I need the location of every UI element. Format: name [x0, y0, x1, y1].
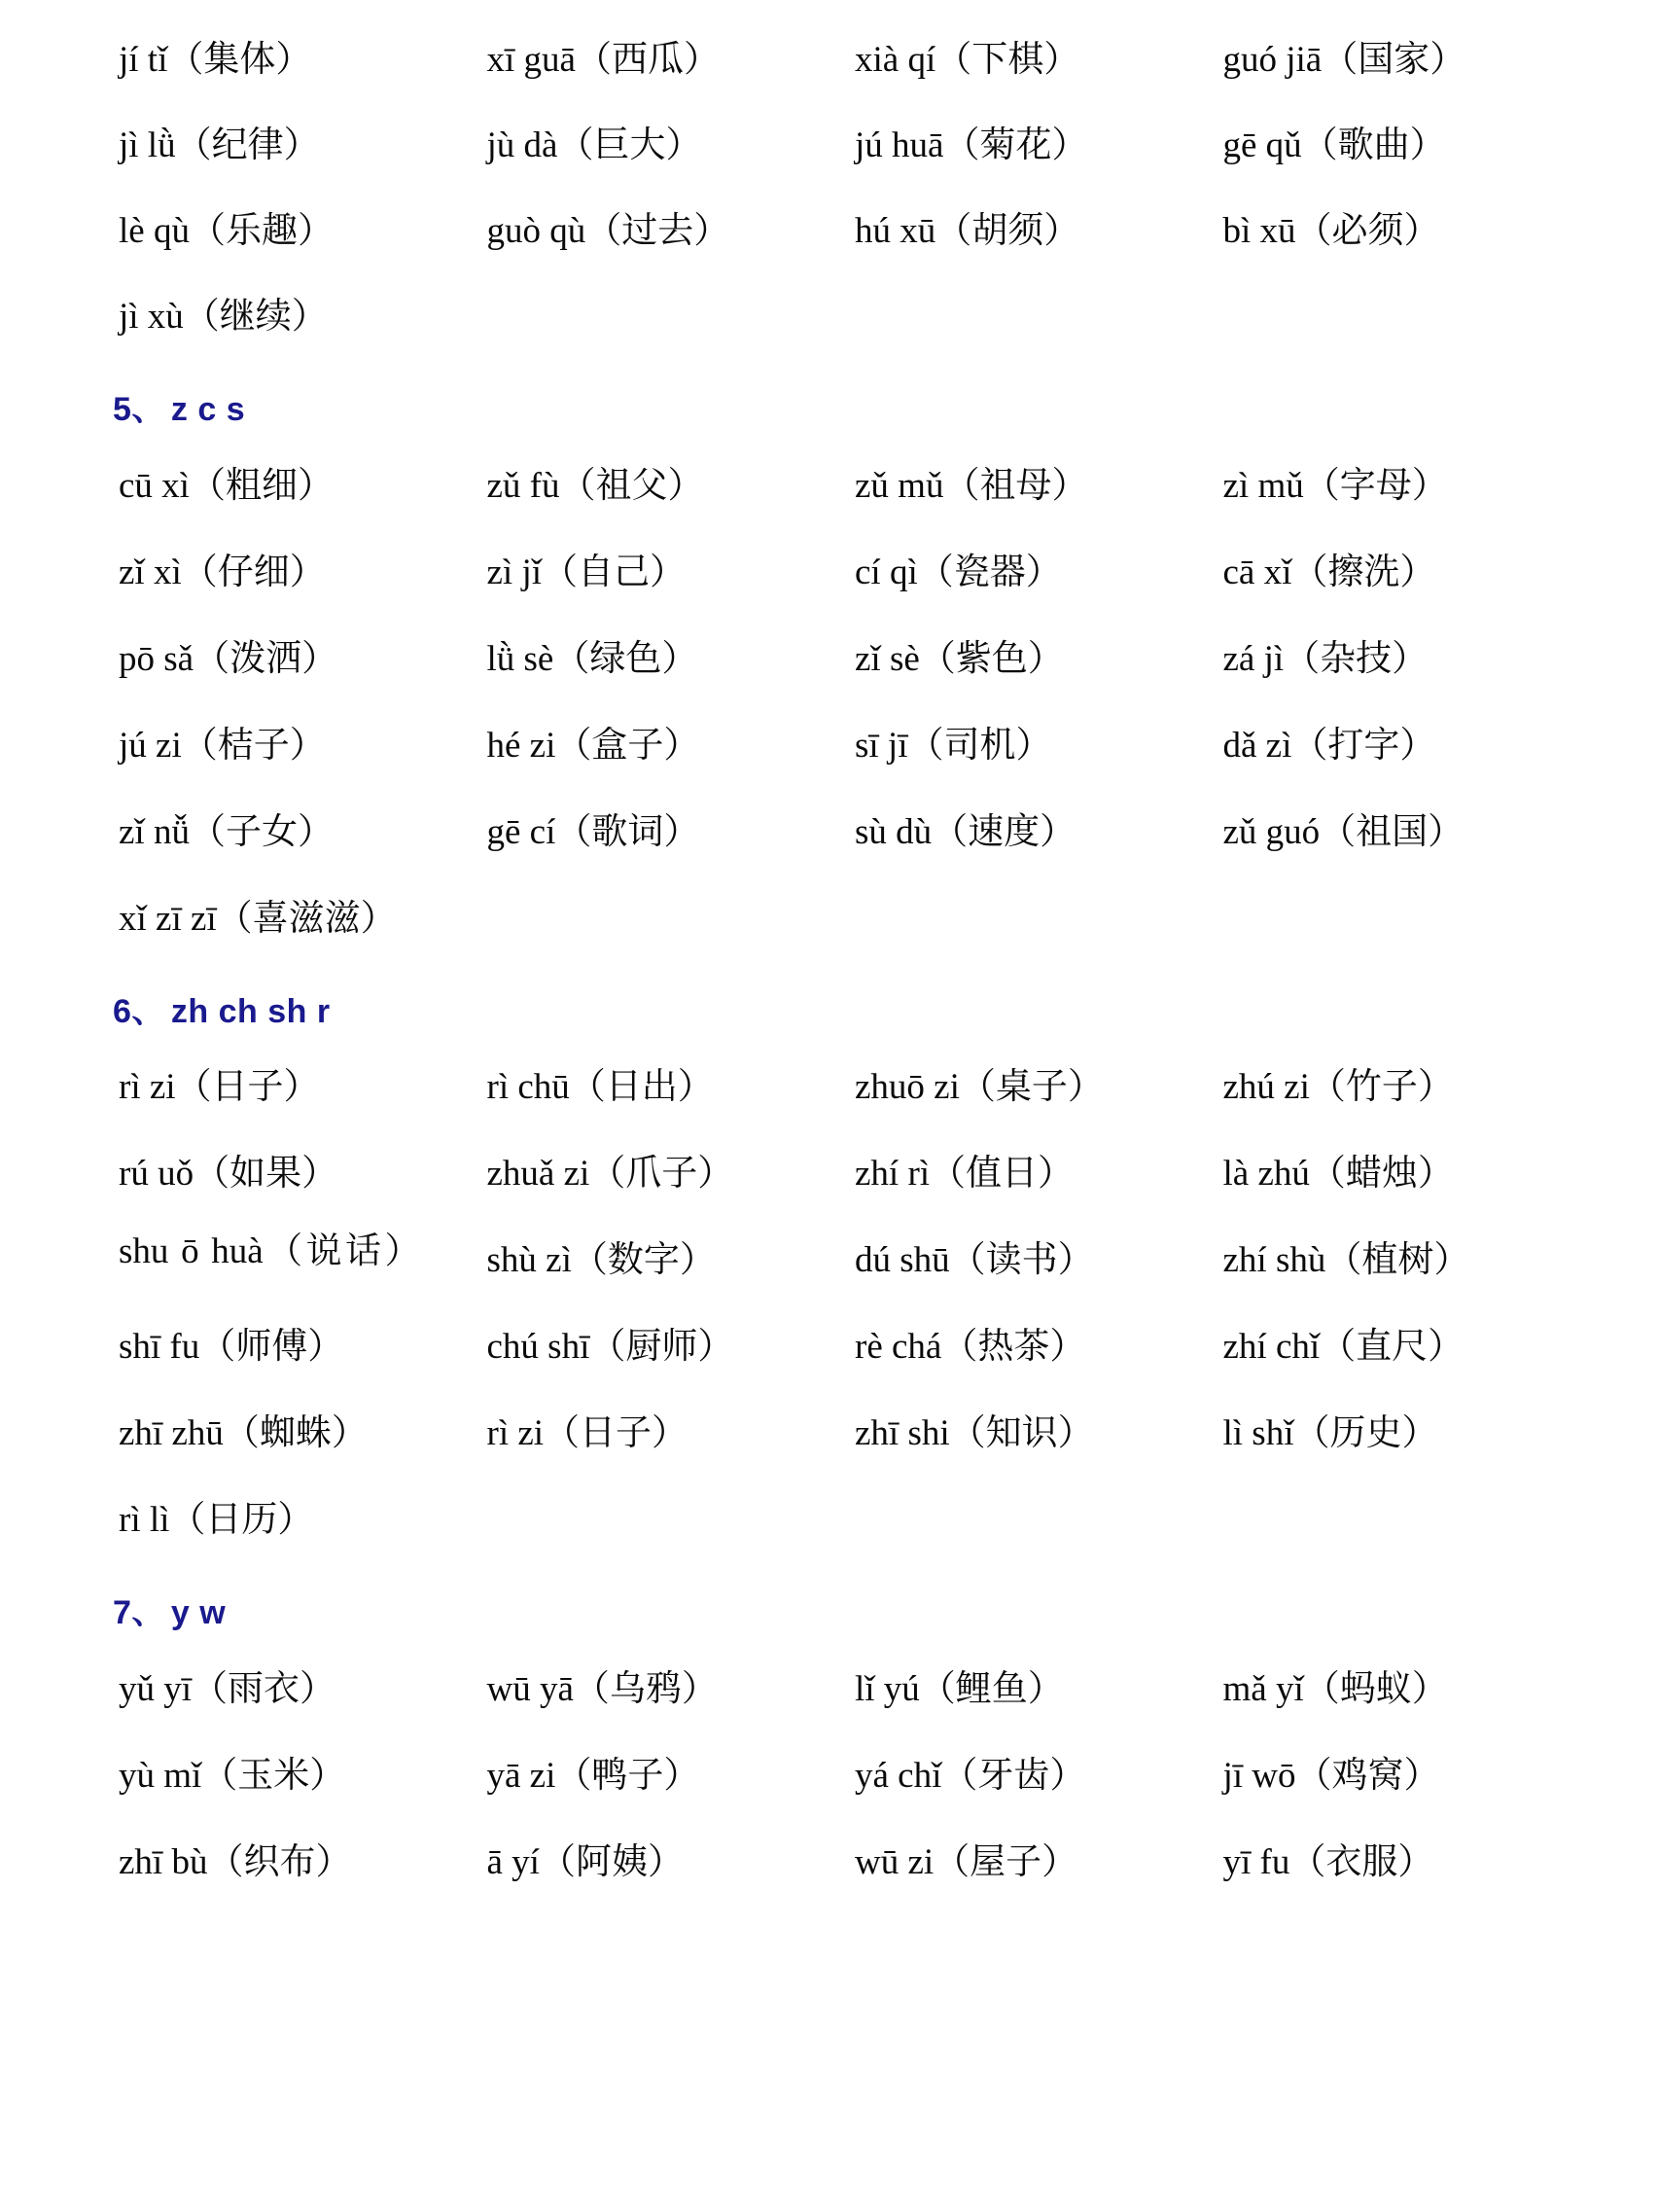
word-entry: gē qǔ（歌曲）	[1222, 125, 1446, 165]
word-block-section-7	[93, 1592, 1566, 1906]
word-entry: rì chū（日出）	[486, 1067, 714, 1107]
word-entry: là zhú（蜡烛）	[1222, 1154, 1454, 1194]
word-entry: chú shī（厨师）	[486, 1327, 734, 1367]
word-grid-section-7	[93, 1646, 1566, 1906]
word-entry: zhí shù（植树）	[1222, 1240, 1470, 1280]
word-entry: wū zi（屋子）	[855, 1841, 1078, 1882]
word-block-continuation-j-q-x	[93, 18, 1566, 360]
word-entry: xǐ zī zī（喜滋滋）	[119, 898, 397, 939]
word-entry: jí tǐ（集体）	[119, 40, 312, 80]
word-entry: lì shǐ（历史）	[1222, 1413, 1438, 1453]
word-grid-section-6	[93, 1044, 1566, 1563]
word-entry: zhí rì（值日）	[855, 1154, 1075, 1194]
word-entry: ā yí（阿姨）	[486, 1841, 684, 1882]
word-entry: zǐ nǚ（子女）	[119, 811, 334, 852]
word-entry: pō sǎ（泼洒）	[119, 638, 338, 679]
word-entry: jì lǜ（纪律）	[119, 125, 320, 165]
word-entry: zhī bù（织布）	[119, 1841, 352, 1882]
word-block-section-6	[93, 991, 1566, 1564]
word-entry: wū yā（乌鸦）	[486, 1668, 718, 1709]
section-separator: 、	[131, 1594, 165, 1631]
word-grid-section-5	[93, 443, 1566, 962]
word-entry: jì xù（继续）	[119, 297, 328, 337]
word-entry: jī wō（鸡窝）	[1222, 1755, 1440, 1796]
section-number: 6	[113, 992, 132, 1030]
word-entry: dǎ zì（打字）	[1222, 725, 1436, 766]
word-entry: jú huā（菊花）	[855, 125, 1088, 165]
word-entry: zì mǔ（字母）	[1222, 465, 1448, 506]
word-entry: jú zi（桔子）	[119, 725, 326, 766]
word-entry: gē cí（歌词）	[486, 811, 700, 852]
word-entry: sù dù（速度）	[855, 811, 1077, 852]
word-entry: lǜ sè（绿色）	[486, 638, 698, 679]
word-entry: guó jiā（国家）	[1222, 40, 1466, 80]
word-entry: zhuō zi（桌子）	[855, 1067, 1104, 1107]
word-entry: xià qí（下棋）	[855, 40, 1080, 80]
word-entry: zhī shi（知识）	[855, 1413, 1094, 1453]
section-letters: y w	[170, 1594, 227, 1631]
word-entry: zhí chǐ（直尺）	[1222, 1327, 1465, 1367]
word-entry: yī fu（衣服）	[1222, 1841, 1434, 1882]
word-entry: lè qù（乐趣）	[119, 211, 334, 251]
word-entry: rú uǒ（如果）	[119, 1154, 338, 1194]
word-entry: rì zi（日子）	[119, 1067, 320, 1107]
word-entry: cū xì（粗细）	[119, 465, 334, 506]
word-entry: hú xū（胡须）	[855, 211, 1080, 251]
word-entry: yá chǐ（牙齿）	[855, 1755, 1086, 1796]
word-entry: zǐ xì（仔细）	[119, 552, 326, 592]
word-entry: sī jī（司机）	[855, 725, 1052, 766]
section-letters: z c s	[170, 391, 246, 428]
word-entry: hé zi（盒子）	[486, 725, 700, 766]
word-entry: zǐ sè（紫色）	[855, 638, 1064, 679]
word-entry: zhuǎ zi（爪子）	[486, 1154, 734, 1194]
word-grid-continuation-j-q-x	[93, 18, 1566, 360]
word-entry: yǔ yī（雨衣）	[119, 1668, 336, 1709]
section-separator: 、	[131, 992, 165, 1030]
word-entry: zhú zi（竹子）	[1222, 1067, 1454, 1107]
word-entry: shī fu（师傅）	[119, 1327, 344, 1367]
word-entry: shu ō huà（说话）	[119, 1231, 421, 1271]
word-entry: shù zì（数字）	[486, 1240, 716, 1280]
word-entry: rì zi（日子）	[486, 1413, 688, 1453]
word-entry: zì jǐ（自己）	[486, 552, 687, 592]
section-letters: zh ch sh r	[170, 992, 331, 1030]
word-entry: lǐ yú（鲤鱼）	[855, 1668, 1064, 1709]
section-separator: 、	[131, 391, 165, 428]
section-number: 7	[113, 1594, 132, 1631]
word-entry: rè chá（热茶）	[855, 1327, 1086, 1367]
word-entry: zá jì（杂技）	[1222, 638, 1429, 679]
word-entry: dú shū（读书）	[855, 1240, 1094, 1280]
section-heading-section-7	[113, 1592, 1566, 1634]
word-block-section-5	[93, 389, 1566, 962]
section-heading-section-6	[113, 991, 1566, 1033]
word-entry: zhī zhū（蜘蛛）	[119, 1413, 368, 1453]
word-entry: cí qì（瓷器）	[855, 552, 1062, 592]
word-entry: jù dà（巨大）	[486, 125, 702, 165]
word-entry: zǔ guó（祖国）	[1222, 811, 1465, 852]
word-entry: mǎ yǐ（蚂蚁）	[1222, 1668, 1448, 1709]
word-entry: guò qù（过去）	[486, 211, 730, 251]
word-entry: cā xǐ（擦洗）	[1222, 552, 1436, 592]
section-number: 5	[113, 391, 132, 428]
word-entry: xī guā（西瓜）	[486, 40, 720, 80]
word-entry: rì lì（日历）	[119, 1500, 314, 1540]
section-heading-section-5	[113, 389, 1566, 431]
word-entry: yā zi（鸭子）	[486, 1755, 700, 1796]
word-entry: yù mǐ（玉米）	[119, 1755, 346, 1796]
word-entry: zǔ fù（祖父）	[486, 465, 704, 506]
word-entry: bì xū（必须）	[1222, 211, 1440, 251]
word-entry: zǔ mǔ（祖母）	[855, 465, 1088, 506]
